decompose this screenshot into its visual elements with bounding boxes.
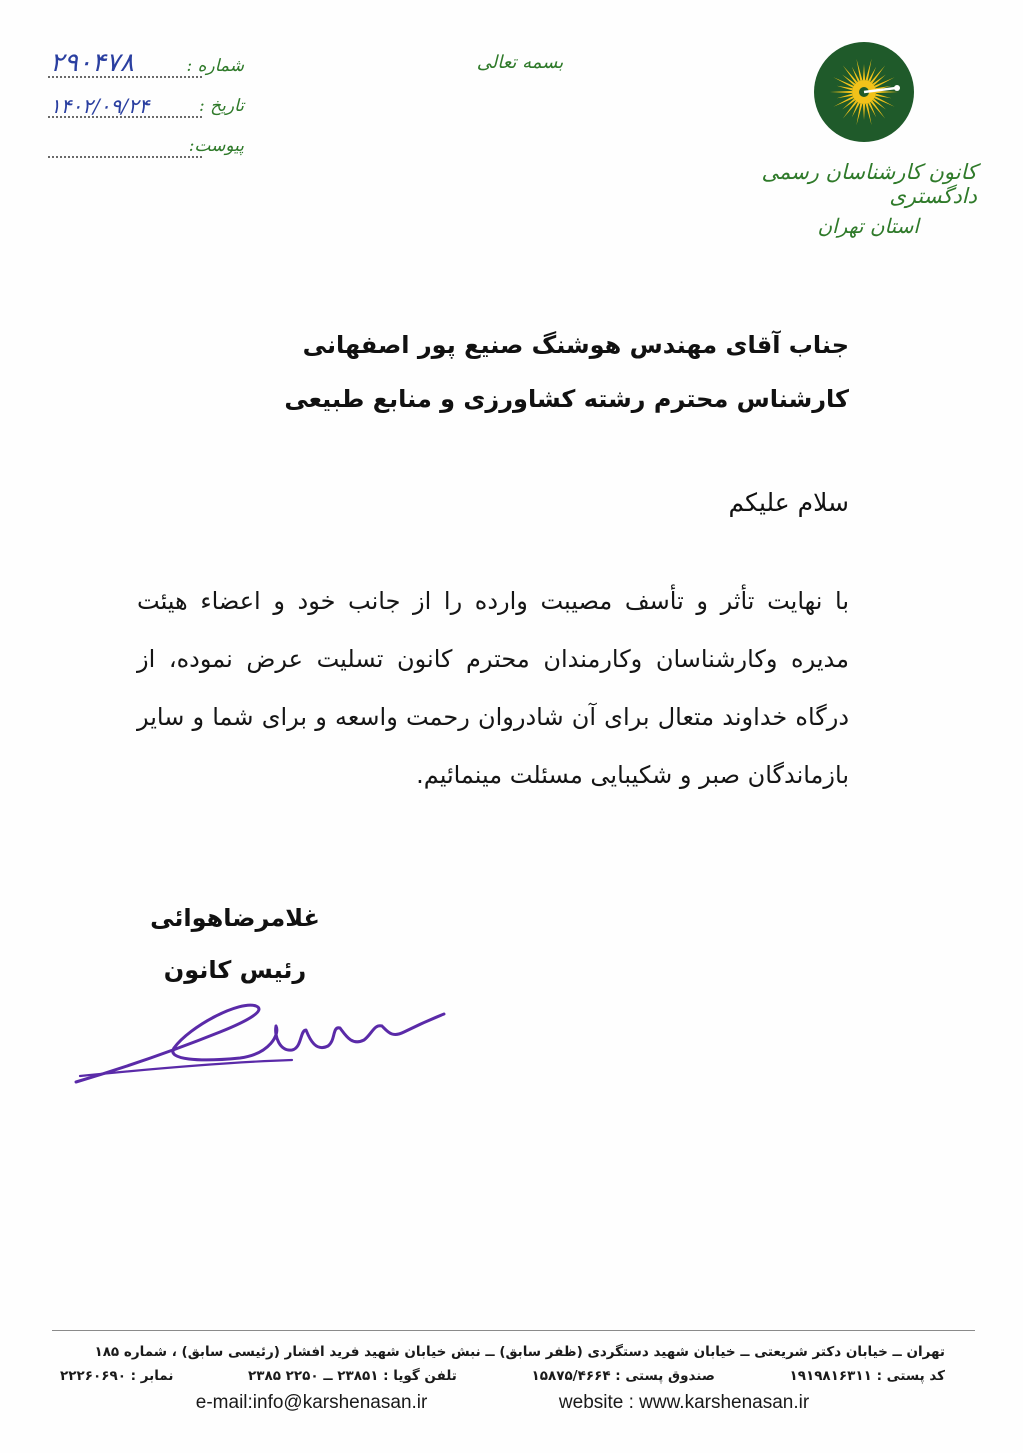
meta-attachment-row [40, 128, 250, 168]
meta-date-value: ۱۴۰۲/۰۹/۲۴ [50, 94, 150, 118]
sun-emblem-icon [812, 40, 916, 144]
greeting: سلام علیکم [728, 488, 849, 517]
organization-province: استان تهران [817, 214, 919, 238]
basmala: بسمه تعالی [476, 52, 564, 73]
letterhead-footer [60, 1340, 945, 1414]
footer-fax: نمابر : ۲۲۲۶۰۶۹۰ [60, 1368, 174, 1384]
meta-number-value: ۲۹۰۴۷۸ [50, 48, 134, 78]
footer-website[interactable]: website : www.karshenasan.ir [558, 1392, 810, 1413]
footer-postal-code: کد پستی : ۱۹۱۹۸۱۶۳۱۱ [789, 1368, 945, 1384]
handwritten-signature [70, 996, 450, 1096]
recipient-title: کارشناس محترم رشته کشاورزی و منابع طبیعی [284, 385, 849, 413]
footer-phone: تلفن گویا : ۲۳۸۵۱ ــ ۲۲۵۰ ۲۳۸۵ [248, 1368, 457, 1384]
organization-name: کانون کارشناسان رسمی دادگستری [761, 160, 977, 208]
recipient-block [249, 318, 849, 426]
meta-date-label: تاریخ : [199, 96, 244, 116]
meta-number-row [40, 48, 250, 88]
footer-po-box: صندوق پستی : ۱۵۸۷۵/۴۶۶۴ [531, 1368, 715, 1384]
meta-date-row [40, 88, 250, 128]
footer-address: تهران ــ خیابان دکتر شریعتی ــ خیابان شهید دستگردی (ظفر سابق) ــ نبش خیابان شهید فرید افشار (رئیسی سابق) ، شماره ۱۸۵ [94, 1344, 945, 1360]
letter-body: با نهایت تأثر و تأسف مصیبت وارده را از جانب خود و اعضاء هیئت مدیره وکارشناسان وکارمندان محترم کانون تسلیت عرض نموده، از درگاه خداوند متعال برای آن شادروان رحمت واسعه و برای شما و سایر بازماندگان صبر و شکیبایی مسئلت مینمائیم. [137, 587, 849, 789]
meta-number-label: شماره : [186, 56, 244, 76]
footer-contacts [60, 1364, 945, 1388]
organization-logo [812, 40, 916, 144]
recipient-name: جناب آقای مهندس هوشنگ صنیع پور اصفهانی [302, 331, 849, 359]
footer-email[interactable]: e-mail:info@karshenasan.ir [195, 1392, 428, 1413]
footer-divider [52, 1330, 975, 1331]
footer-web [60, 1392, 945, 1414]
meta-attachment-label: پیوست: [188, 136, 244, 156]
signatory-title: رئیس کانون [163, 956, 307, 984]
meta-attachment-line [48, 156, 202, 158]
letter-meta [40, 48, 250, 168]
signatory-name: غلامرضاهوائی [150, 904, 320, 932]
signatory-block [140, 892, 330, 996]
